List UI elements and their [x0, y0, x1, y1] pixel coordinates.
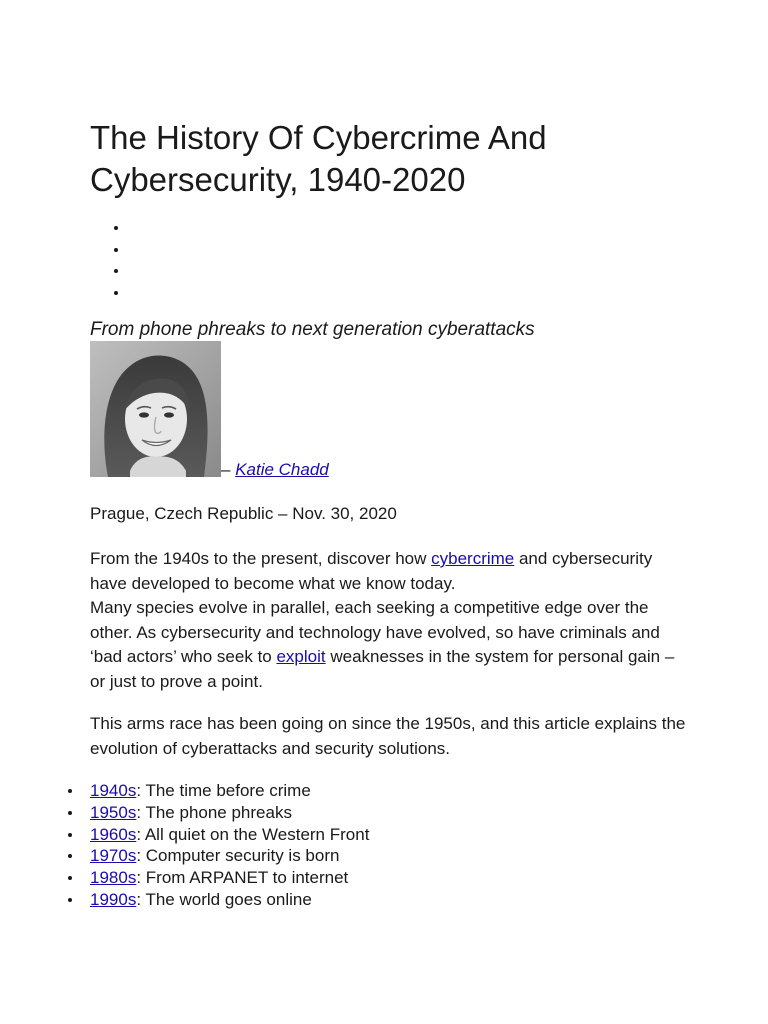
exploit-link[interactable]: exploit: [276, 647, 326, 666]
toc-item-1960s: [90, 824, 369, 846]
author-byline: [221, 459, 329, 481]
table-of-contents: [90, 780, 369, 911]
arms-race-paragraph: This arms race has been going on since the 1950s, and this article explains the evolution of cyberattacks and security solutions.: [90, 714, 686, 758]
toc-link-1970s[interactable]: 1970s: [90, 846, 137, 866]
page-title: The History Of Cybercrime And Cybersecurity, 1940-2020: [90, 119, 547, 198]
toc-item-1940s: [90, 780, 369, 802]
toc-item-1950s: [90, 802, 369, 824]
toc-item-1980s: [90, 867, 369, 889]
cybercrime-link[interactable]: cybercrime: [431, 549, 515, 568]
byline-dash: –: [221, 460, 236, 479]
toc-text: : Computer security is born: [136, 846, 340, 866]
intro-text-2: and cybersecurity have developed to become what we know today.: [90, 549, 653, 593]
dateline: Prague, Czech Republic – Nov. 30, 2020: [90, 504, 397, 523]
toc-link-1950s[interactable]: 1950s: [90, 802, 137, 822]
toc-link-1940s[interactable]: 1940s: [90, 781, 137, 800]
toc-link-1960s[interactable]: 1960s: [90, 824, 137, 844]
evolution-text-2: weaknesses in the system for personal gain – or just to prove a point.: [90, 647, 675, 691]
toc-text: : From ARPANET to internet: [136, 868, 349, 888]
toc-link-1990s[interactable]: 1990s: [90, 889, 137, 909]
toc-text: : The time before crime: [136, 781, 311, 800]
intro-paragraph: [90, 547, 690, 694]
toc-item-1970s: [90, 845, 369, 867]
toc-text: : The phone phreaks: [136, 802, 292, 822]
intro-text-1: From the 1940s to the present, discover how: [90, 549, 432, 568]
toc-text: : All quiet on the Western Front: [136, 824, 370, 844]
toc-item-1990s: [90, 889, 369, 911]
toc-link-1980s[interactable]: 1980s: [90, 868, 137, 888]
author-portrait-icon: [90, 341, 221, 477]
evolution-text-1: Many species evolve in parallel, each seeking a competitive edge over the other. As cybersecurity and technology have evolved, so have criminals and ‘bad actors’ who seek to: [90, 598, 660, 666]
toc-text: : The world goes online: [136, 889, 312, 909]
article-subtitle: From phone phreaks to next generation cyberattacks: [90, 319, 535, 340]
share-buttons-list: [90, 218, 114, 304]
author-name-link[interactable]: Katie Chadd: [235, 460, 329, 479]
